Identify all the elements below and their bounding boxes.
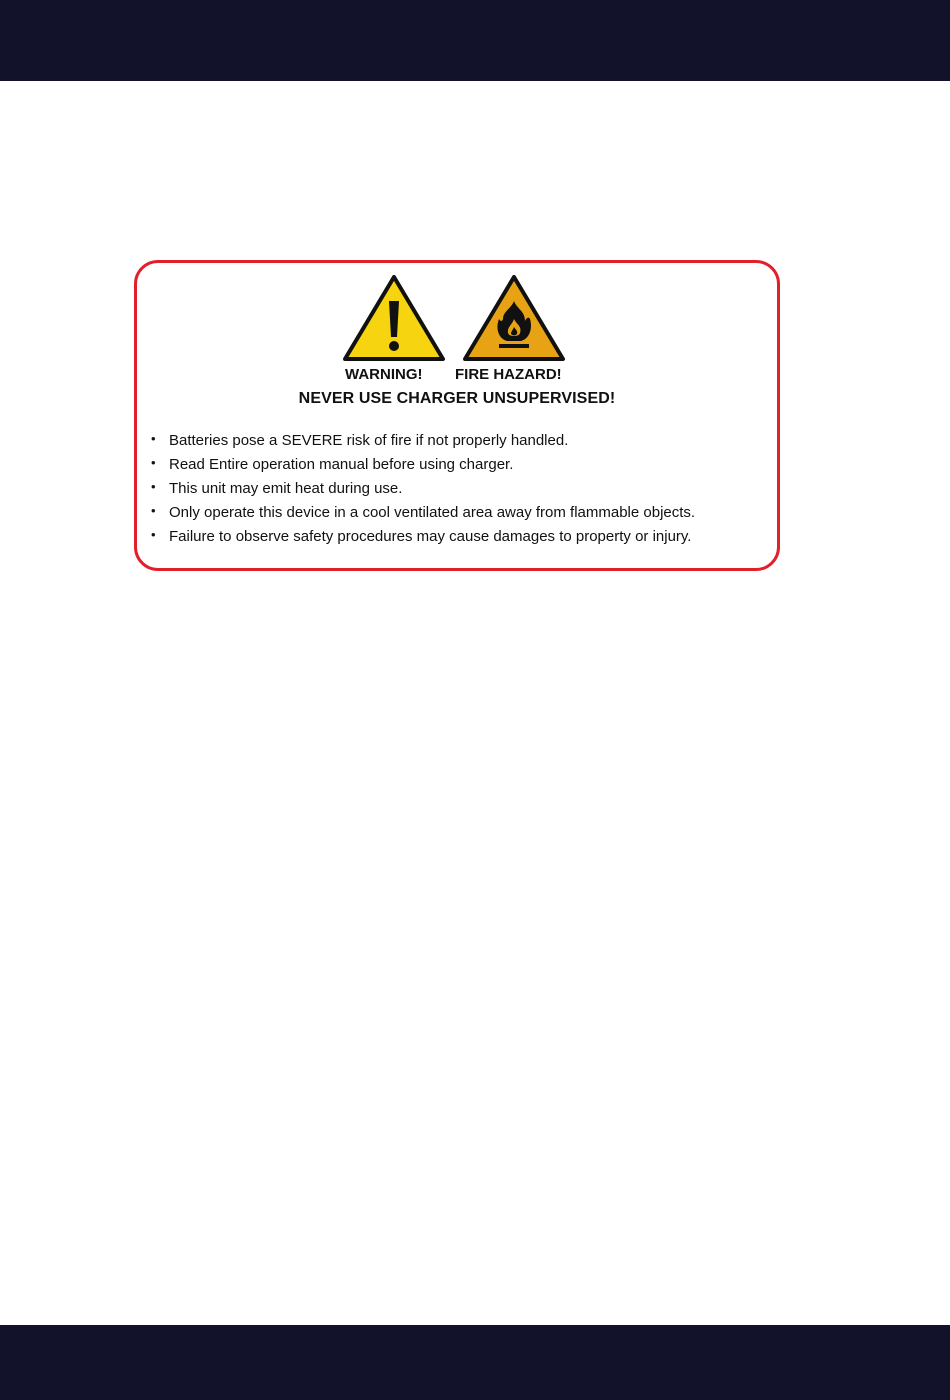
bullet-text: Only operate this device in a cool ventilated area away from flammable objects.	[169, 504, 696, 521]
bullet-dot: •	[151, 479, 156, 494]
safety-bullet-list	[151, 429, 771, 549]
header-bar	[0, 0, 950, 81]
fire-hazard-icon	[461, 273, 567, 363]
general-warning-icon	[341, 273, 447, 363]
footer-bar	[0, 1325, 950, 1400]
list-item	[151, 429, 771, 453]
bullet-dot: •	[151, 455, 156, 470]
list-item	[151, 525, 771, 549]
bullet-dot: •	[151, 503, 156, 518]
bullet-text: Read Entire operation manual before using charger.	[169, 456, 514, 473]
safety-warning-box	[134, 260, 780, 571]
bullet-dot: •	[151, 431, 156, 446]
list-item	[151, 501, 771, 525]
list-item	[151, 477, 771, 501]
hazard-icons	[137, 273, 777, 363]
list-item	[151, 453, 771, 477]
bullet-text: Failure to observe safety procedures may cause damages to property or injury.	[169, 528, 692, 545]
bullet-text: Batteries pose a SEVERE risk of fire if not properly handled.	[169, 432, 569, 449]
bullet-dot: •	[151, 527, 156, 542]
fire-hazard-label: FIRE HAZARD!	[455, 366, 562, 383]
warning-headline: NEVER USE CHARGER UNSUPERVISED!	[298, 390, 616, 407]
bullet-text: This unit may emit heat during use.	[169, 480, 403, 497]
warning-label: WARNING!	[345, 366, 423, 383]
